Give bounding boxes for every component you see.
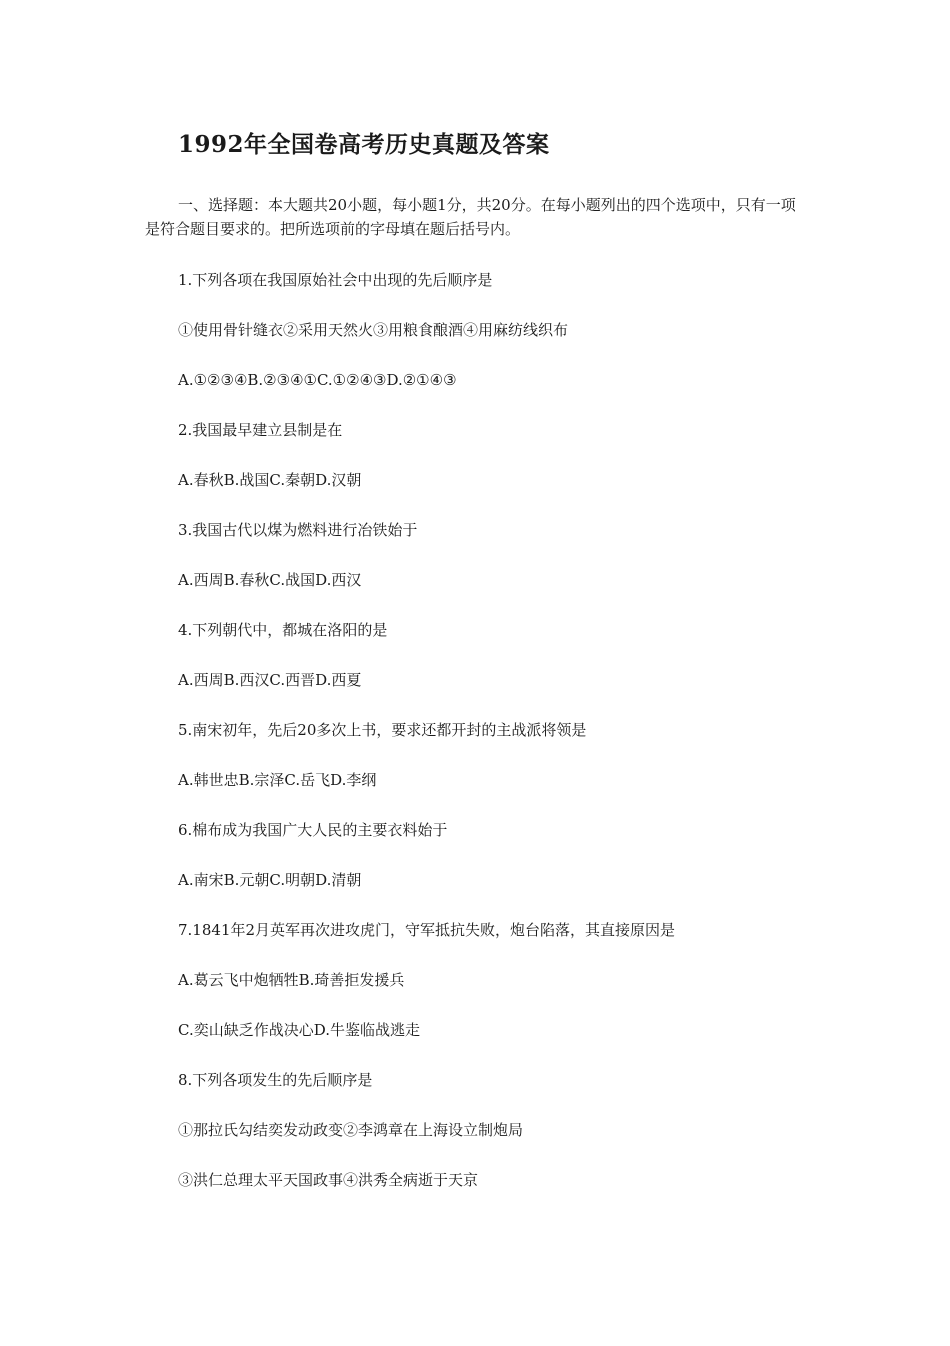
question-4-stem: 4.下列朝代中，都城在洛阳的是 (178, 621, 388, 639)
section-intro: 一、选择题：本大题共20小题，每小题1分，共20分。在每小题列出的四个选项中，只有一项是符合题目要求的。把所选项前的字母填在题后括号内。 (145, 196, 796, 238)
document-title: 1992年全国卷高考历史真题及答案 (178, 131, 550, 158)
question-1-items: ①使用骨针缝衣②采用天然火③用粮食酿酒④用麻纺线织布 (178, 321, 569, 339)
question-8-stem: 8.下列各项发生的先后顺序是 (178, 1071, 373, 1089)
question-6-stem: 6.棉布成为我国广大人民的主要衣料始于 (178, 821, 448, 839)
question-3-options: A.西周B.春秋C.战国D.西汉 (178, 571, 362, 589)
question-4-options: A.西周B.西汉C.西晋D.西夏 (178, 671, 362, 689)
question-8-items-2: ③洪仁总理太平天国政事④洪秀全病逝于天京 (178, 1171, 479, 1189)
question-3-stem: 3.我国古代以煤为燃料进行冶铁始于 (178, 521, 418, 539)
question-6-options: A.南宋B.元朝C.明朝D.清朝 (178, 871, 362, 889)
question-1-options: A.①②③④B.②③④①C.①②④③D.②①④③ (178, 371, 457, 389)
question-7-options-cd: C.奕山缺乏作战决心D.牛鉴临战逃走 (178, 1021, 420, 1039)
question-7-options-ab: A.葛云飞中炮牺牲B.琦善拒发援兵 (178, 971, 405, 989)
question-5-stem: 5.南宋初年，先后20多次上书，要求还都开封的主战派将领是 (178, 721, 587, 739)
question-5-options: A.韩世忠B.宗泽C.岳飞D.李纲 (178, 771, 377, 789)
question-2-options: A.春秋B.战国C.秦朝D.汉朝 (178, 471, 362, 489)
question-1-stem: 1.下列各项在我国原始社会中出现的先后顺序是 (178, 271, 493, 289)
question-7-stem: 7.1841年2月英军再次进攻虎门，守军抵抗失败，炮台陷落，其直接原因是 (178, 921, 676, 939)
question-8-items-1: ①那拉氏勾结奕发动政变②李鸿章在上海设立制炮局 (178, 1121, 524, 1139)
question-2-stem: 2.我国最早建立县制是在 (178, 421, 343, 439)
